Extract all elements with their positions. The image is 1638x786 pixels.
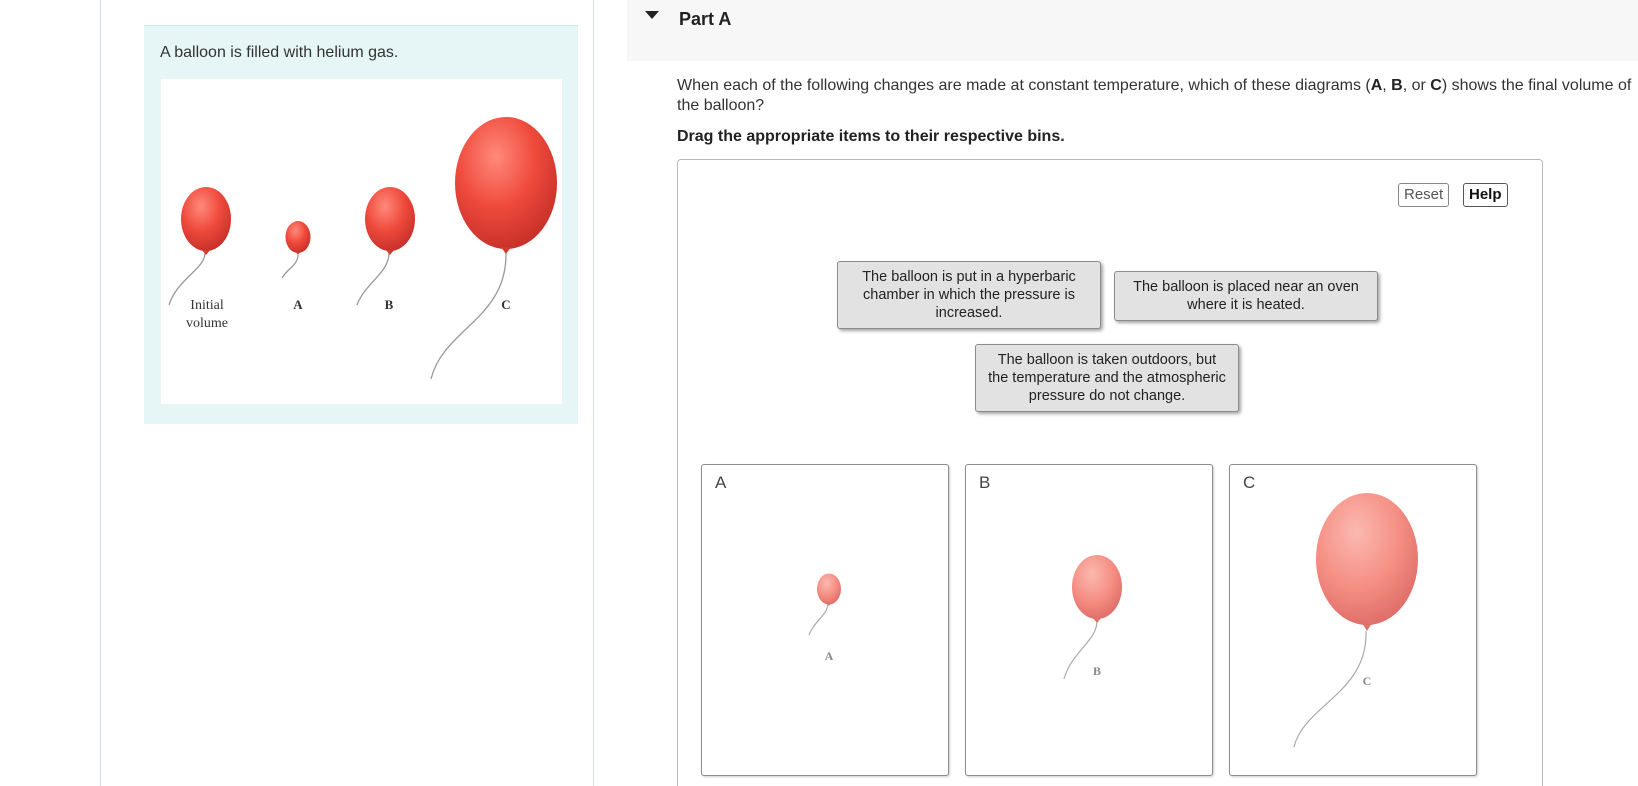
drag-item-oven[interactable]: The balloon is placed near an oven where it is heated. (1114, 271, 1378, 321)
caret-down-icon[interactable] (645, 11, 659, 19)
center-divider (593, 0, 594, 786)
part-title: Part A (679, 9, 732, 29)
bin-a-image-label: A (824, 649, 834, 663)
bin-b-image-label: B (1092, 664, 1102, 678)
figure-label-c: C (501, 297, 511, 312)
bin-a[interactable] (701, 464, 949, 776)
bin-b-label: B (979, 473, 991, 492)
part-a-header[interactable] (627, 0, 1638, 61)
intro-panel (144, 25, 578, 424)
help-button[interactable]: Help (1463, 183, 1508, 207)
drag-item-outdoors[interactable]: The balloon is taken outdoors, but the temperature and the atmospheric pressure do not change. (975, 344, 1239, 412)
bin-b[interactable] (965, 464, 1213, 776)
figure-label-a: A (293, 297, 303, 312)
figure-label-b: B (384, 297, 394, 312)
drag-and-drop-area (677, 159, 1543, 786)
bin-b-balloon-image (966, 465, 1214, 777)
figure-label-initial-1: Initial (190, 298, 224, 313)
bin-c-label: C (1243, 473, 1256, 492)
instruction-text: Drag the appropriate items to their respective bins. (677, 128, 1065, 145)
reset-button[interactable]: Reset (1398, 183, 1449, 207)
bin-a-label: A (715, 473, 727, 492)
balloon-figure (161, 79, 562, 404)
drag-item-hyperbaric[interactable]: The balloon is put in a hyperbaric chamber in which the pressure is increased. (837, 261, 1101, 329)
bin-c-image-label: C (1362, 674, 1372, 688)
bin-c[interactable] (1229, 464, 1477, 776)
left-divider (100, 0, 101, 786)
figure-label-initial-2: volume (186, 316, 228, 331)
bin-c-balloon-image (1230, 465, 1478, 777)
intro-text: A balloon is filled with helium gas. (160, 44, 399, 61)
bin-a-balloon-image (702, 465, 950, 777)
question-text: When each of the following changes are made at constant temperature, which of these diagrams (A, B, or C) shows the final volume of the balloon? (677, 77, 1632, 114)
balloon-figure-image (161, 79, 562, 404)
